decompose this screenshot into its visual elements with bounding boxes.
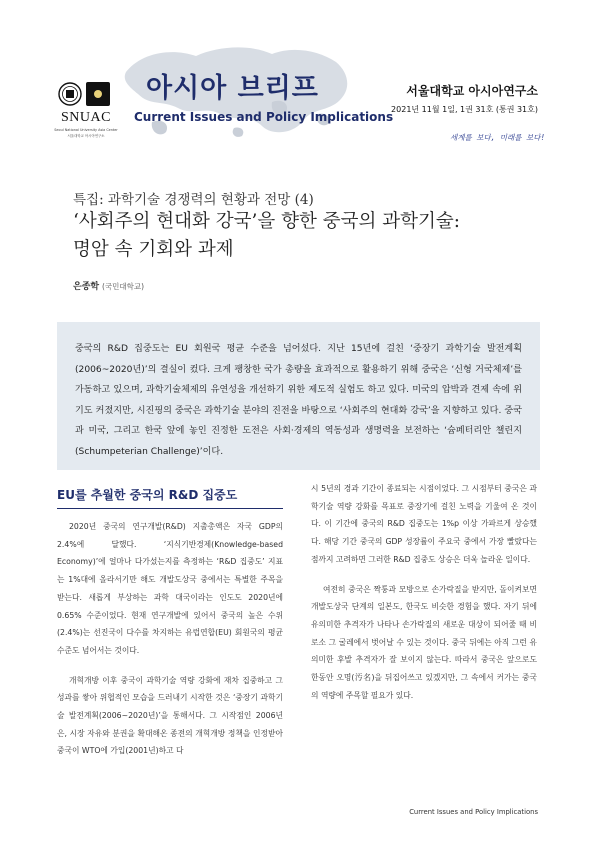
headline-line-1: ‘사회주의 현대화 강국’을 향한 중국의 과학기술:: [73, 211, 460, 232]
author-affiliation: (국민대학교): [101, 282, 145, 291]
logo-institute-ko: 서울대학교 아시아연구소: [67, 134, 105, 138]
masthead: [0, 0, 595, 170]
publication-subtitle: Current Issues and Policy Implications: [134, 110, 394, 124]
body-paragraph: 2020년 중국의 연구개발(R&D) 지출총액은 자국 GDP의 2.4%에 달했다. ‘지식기반경제(Knowledge-based Economy)’에 얼마나 다가섰는지를 측정하는 ‘R&D 집중도’ 지표는 1%대에 올라서기만 해도 개발도상국 중에서는 특별한 주목을 받는다. 새롭게 부상하는 과학 대국이라는 인도도 2020년에 0.65% 수준이었다. 현재 연구개발에 있어서 중국의 높은 수위(2.4%)는 선진국이 다수를 차지하는 유럽연합(EU) 회원국의 평균 수준도 넘어서는 것이다.: [57, 522, 283, 655]
slogan: 세계를 보다, 미래를 보다!: [449, 133, 545, 142]
body-column-left: [57, 486, 283, 772]
body-paragraph: 여전히 중국은 짝퉁과 모방으로 손가락질을 받지만, 돌이켜보면 개발도상국 단계의 일본도, 한국도 비슷한 경험을 했다. 자기 뒤에 유의미한 추격자가 나타나 손가락질의 새로운 대상이 되어줄 때 비로소 그 굴레에서 벗어날 수 있는 것이다. 중국 뒤에는 아직 그런 유의미한 후발 추격자가 잘 보이지 않는다. 따라서 중국은 앞으로도 한동안 오명(汚名)을 뒤집어쓰고 있겠지만, 그 속에서 커가는 중국의 역량에 주목할 필요가 있다.: [311, 584, 537, 700]
publication-title: 아시아 브리프: [146, 73, 319, 104]
snuac-logo: [52, 60, 120, 160]
headline: [73, 208, 543, 264]
series-title: 특집: 과학기술 경쟁력의 현황과 전망 (4): [73, 192, 314, 208]
publisher-info: [368, 82, 548, 122]
university-seal-icon: [58, 82, 82, 106]
logo-institute-en: Seoul National University Asia Center: [54, 128, 118, 132]
author-line: [73, 279, 144, 292]
section-heading: EU를 추월한 중국의 R&D 집중도: [57, 486, 283, 509]
author-name: 은종학: [73, 282, 100, 292]
footer-text: Current Issues and Policy Implications: [409, 808, 538, 816]
issue-date: 2021년 11월 1일, 1권 31호 (통권 31호): [391, 105, 538, 114]
abstract-text: 중국의 R&D 집중도는 EU 회원국 평균 수준을 넘어섰다. 지난 15년에 걸친 ‘중장기 과학기술 발전계획(2006~2020년)’의 결실이 컸다. 크게 팽창한 국가 총량을 효과적으로 활용하기 위해 중국은 ‘신형 거국체제’를 가동하고 있으며, 과학기술체제의 유연성을 개선하기 위한 제도적 실험도 하고 있다. 미국의 압박과 견제 속에 위기도 커졌지만, 시진핑의 중국은 과학기술 분야의 진전을 바탕으로 ‘사회주의 현대화 강국’을 지향하고 있다. 중국과 미국, 그리고 한국 앞에 놓인 진정한 도전은 사회·경제의 역동성과 생명력을 보전하는 ‘슘페터리안 챌린지(Schumpeterian Challenge)’이다.: [75, 344, 522, 457]
body-column-right: [311, 480, 537, 716]
asia-center-emblem-icon: [86, 82, 110, 106]
headline-line-2: 명암 속 기회와 과제: [73, 239, 234, 260]
abstract-box: [57, 322, 540, 470]
body-paragraph: 개혁개방 이후 중국이 과학기술 역량 강화에 재차 집중하고 그 성과를 쌓아 위협적인 모습을 드러내기 시작한 것은 ‘중장기 과학기술 발전계획(2006~2020년)’을 통해서다. 그 시작점인 2006년은, 시장 자유와 분권을 확대해온 종전의 개혁개방 정책을 인정받아 중국이 WTO에 가입(2001년)하고 다: [57, 675, 283, 756]
body-paragraph: 시 5년의 경과 기간이 종료되는 시점이었다. 그 시점부터 중국은 과학기술 역량 강화를 목표로 중장기에 걸친 노력을 기울여 온 것이다. 이 기간에 중국의 R&D 집중도는 1%p 이상 가파르게 상승했다. 해당 기간 중국의 GDP 성장률이 주요국 중에서 가장 빨랐다는 점까지 고려하면 그러한 R&D 집중도 상승은 더욱 놀라운 일이다.: [311, 484, 537, 564]
institute-name: 서울대학교 아시아연구소: [406, 84, 538, 98]
logo-text: SNUAC: [61, 110, 111, 125]
